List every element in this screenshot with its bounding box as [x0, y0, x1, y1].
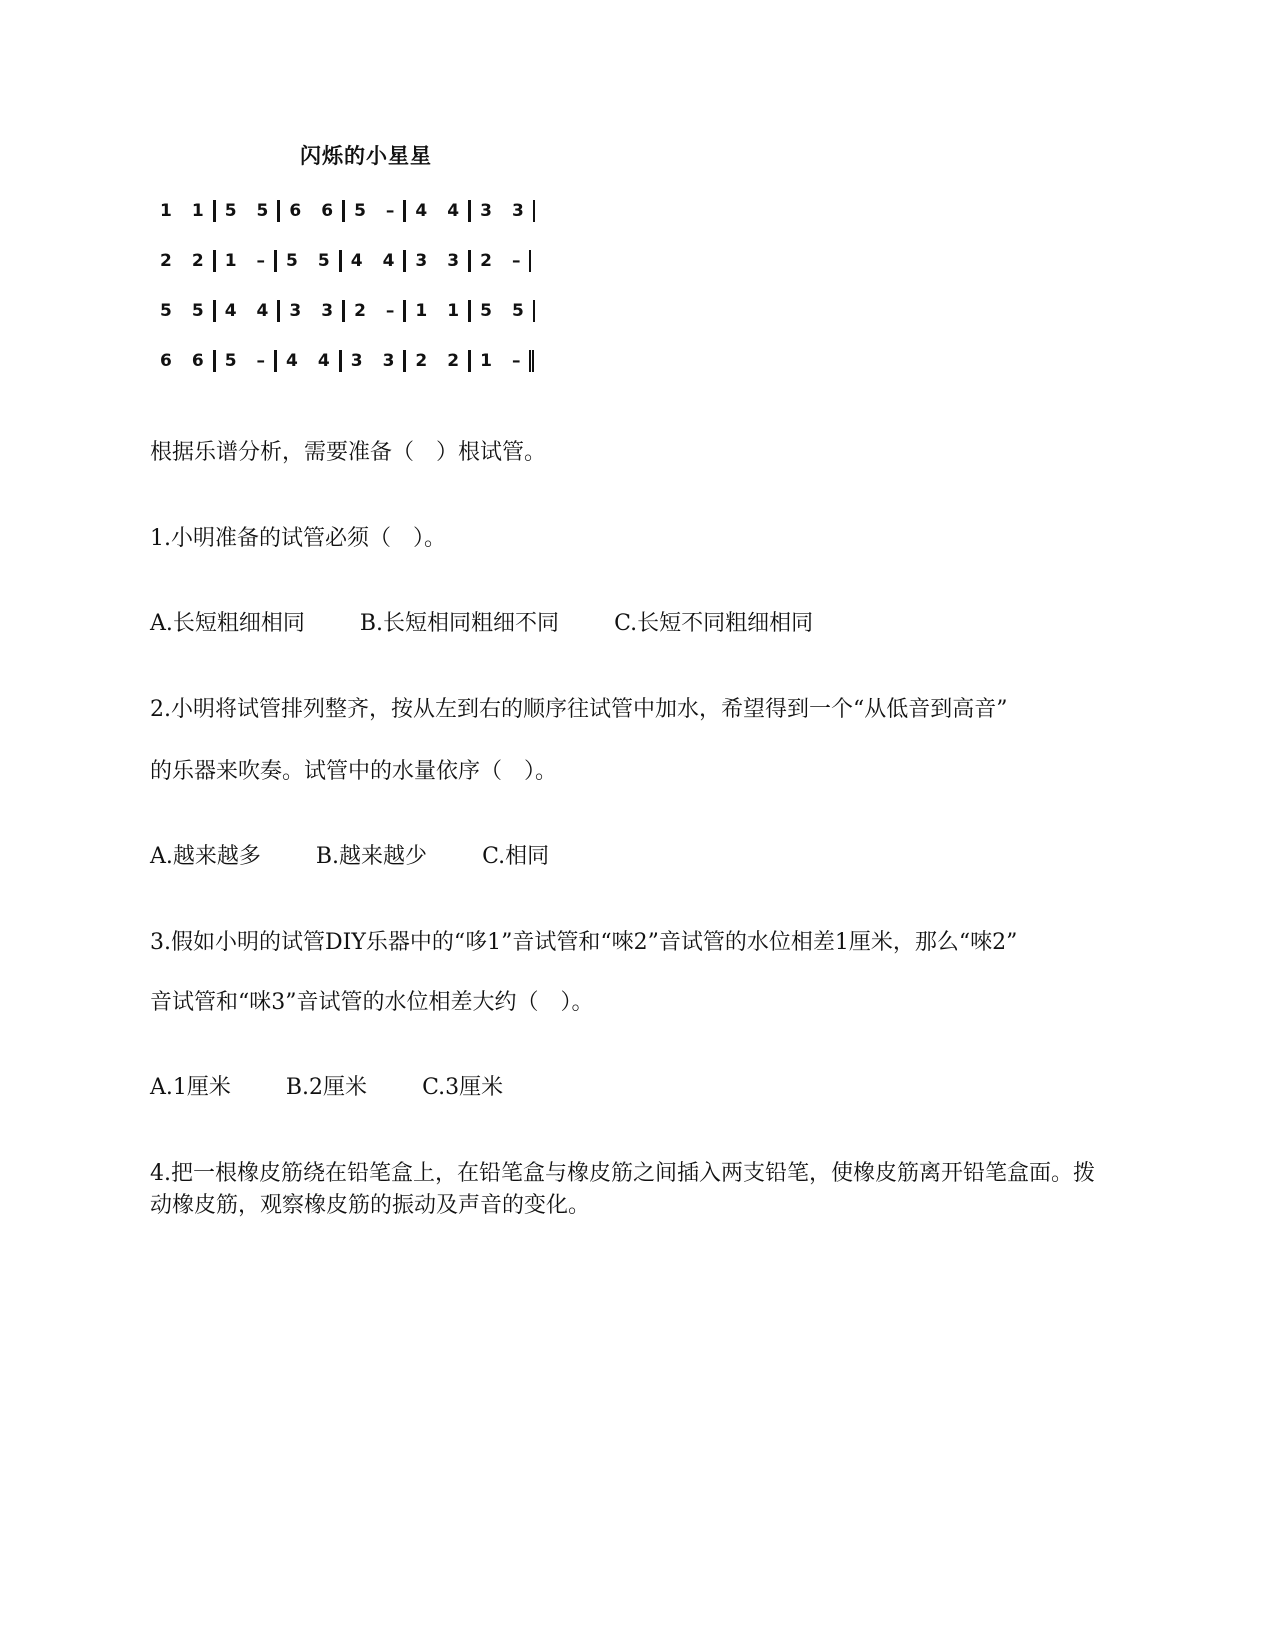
score-note: 3: [480, 201, 492, 221]
score-note: –: [256, 351, 266, 371]
question-3-options: [150, 1073, 503, 1103]
question-4: 4.把一根橡皮筋绕在铅笔盒上，在铅笔盒与橡皮筋之间插入两支铅笔，使橡皮筋离开铅笔盒面。拨动橡皮筋，观察橡皮筋的振动及声音的变化。: [150, 1161, 1095, 1218]
score-note: 4: [447, 201, 460, 221]
score-note: 5: [224, 201, 237, 221]
music-score: [150, 140, 620, 400]
score-note: 2: [415, 351, 428, 371]
score-row: [160, 296, 535, 326]
score-measure: [406, 250, 471, 272]
score-note: 1: [480, 351, 492, 371]
score-note: 4: [415, 201, 428, 221]
score-note: 4: [382, 251, 395, 271]
option-c: C.长短不同粗细相同: [614, 611, 814, 636]
question-3-line-2: 音试管和“咪3”音试管的水位相差大约（ ）。: [150, 990, 594, 1015]
score-note: 6: [289, 201, 302, 221]
score-measure: [280, 300, 345, 322]
score-note: 5: [354, 201, 366, 221]
score-note: 1: [224, 251, 237, 271]
score-note: 3: [511, 201, 524, 221]
score-note: –: [511, 251, 521, 271]
intro-question: 根据乐谱分析，需要准备（ ）根试管。: [150, 440, 547, 465]
score-note: 2: [191, 251, 204, 271]
score-note: 3: [321, 301, 334, 321]
score-note: 6: [321, 201, 334, 221]
score-note: –: [511, 351, 521, 371]
score-measure: [280, 200, 345, 222]
score-measure: [160, 250, 216, 272]
question-2-line-2: 的乐器来吹奏。试管中的水量依序（ ）。: [150, 759, 558, 784]
option-b: B.越来越少: [315, 844, 428, 869]
score-measure: [406, 300, 471, 322]
score-measure: [342, 250, 407, 272]
score-note: 5: [191, 301, 204, 321]
option-a: A.1厘米: [150, 1075, 231, 1100]
score-note: 3: [289, 301, 302, 321]
score-note: 3: [447, 251, 460, 271]
score-note: 6: [191, 351, 204, 371]
score-measure: [471, 250, 531, 272]
score-title: 闪烁的小星星: [300, 144, 432, 168]
score-note: –: [385, 201, 395, 221]
score-row: [160, 196, 535, 226]
score-note: 2: [447, 351, 460, 371]
option-c: C.相同: [482, 844, 550, 869]
score-measure: [471, 300, 535, 322]
score-note: 3: [350, 351, 363, 371]
question-2-line-1: 2.小明将试管排列整齐，按从左到右的顺序往试管中加水，希望得到一个“从低音到高音”: [150, 697, 1008, 722]
score-measure: [406, 350, 471, 372]
score-note: 2: [160, 251, 172, 271]
score-note: 1: [160, 201, 172, 221]
score-note: –: [385, 301, 395, 321]
score-measure: [216, 200, 281, 222]
score-note: 4: [286, 351, 298, 371]
score-note: 4: [317, 351, 330, 371]
option-c: C.3厘米: [422, 1075, 504, 1100]
score-note: 5: [480, 301, 492, 321]
score-note: 5: [160, 301, 172, 321]
question-1: 1.小明准备的试管必须（ ）。: [150, 526, 446, 551]
score-note: 4: [350, 251, 363, 271]
score-measure: [160, 350, 216, 372]
score-measure: [277, 250, 342, 272]
score-measure: [160, 200, 216, 222]
score-measure: [216, 350, 277, 372]
option-a: A.长短粗细相同: [150, 611, 305, 636]
score-measure: [471, 350, 534, 372]
question-3-line-1: 3.假如小明的试管DIY乐器中的“哆1”音试管和“唻2”音试管的水位相差1厘米，那么“唻2”: [150, 930, 1018, 955]
question-1-options: [150, 609, 813, 639]
score-note: 4: [224, 301, 237, 321]
score-note: 3: [415, 251, 428, 271]
score-note: 1: [447, 301, 460, 321]
score-note: 5: [511, 301, 524, 321]
score-note: 3: [382, 351, 395, 371]
score-measure: [345, 200, 406, 222]
score-measure: [216, 250, 277, 272]
score-row: [160, 346, 534, 376]
score-measure: [406, 200, 471, 222]
score-measure: [160, 300, 216, 322]
score-note: 5: [317, 251, 330, 271]
score-note: 1: [415, 301, 428, 321]
score-measure: [216, 300, 281, 322]
score-note: 5: [224, 351, 237, 371]
score-note: –: [256, 251, 266, 271]
option-b: B.长短相同粗细不同: [359, 611, 560, 636]
score-row: [160, 246, 531, 276]
score-measure: [345, 300, 406, 322]
score-note: 5: [286, 251, 298, 271]
score-measure: [471, 200, 535, 222]
score-note: 2: [354, 301, 366, 321]
score-note: 1: [191, 201, 204, 221]
score-note: 2: [480, 251, 492, 271]
score-measure: [342, 350, 407, 372]
score-note: 4: [256, 301, 269, 321]
question-2-options: [150, 842, 549, 872]
option-b: B.2厘米: [285, 1075, 368, 1100]
score-note: 6: [160, 351, 172, 371]
score-note: 5: [256, 201, 269, 221]
score-measure: [277, 350, 342, 372]
option-a: A.越来越多: [150, 844, 261, 869]
